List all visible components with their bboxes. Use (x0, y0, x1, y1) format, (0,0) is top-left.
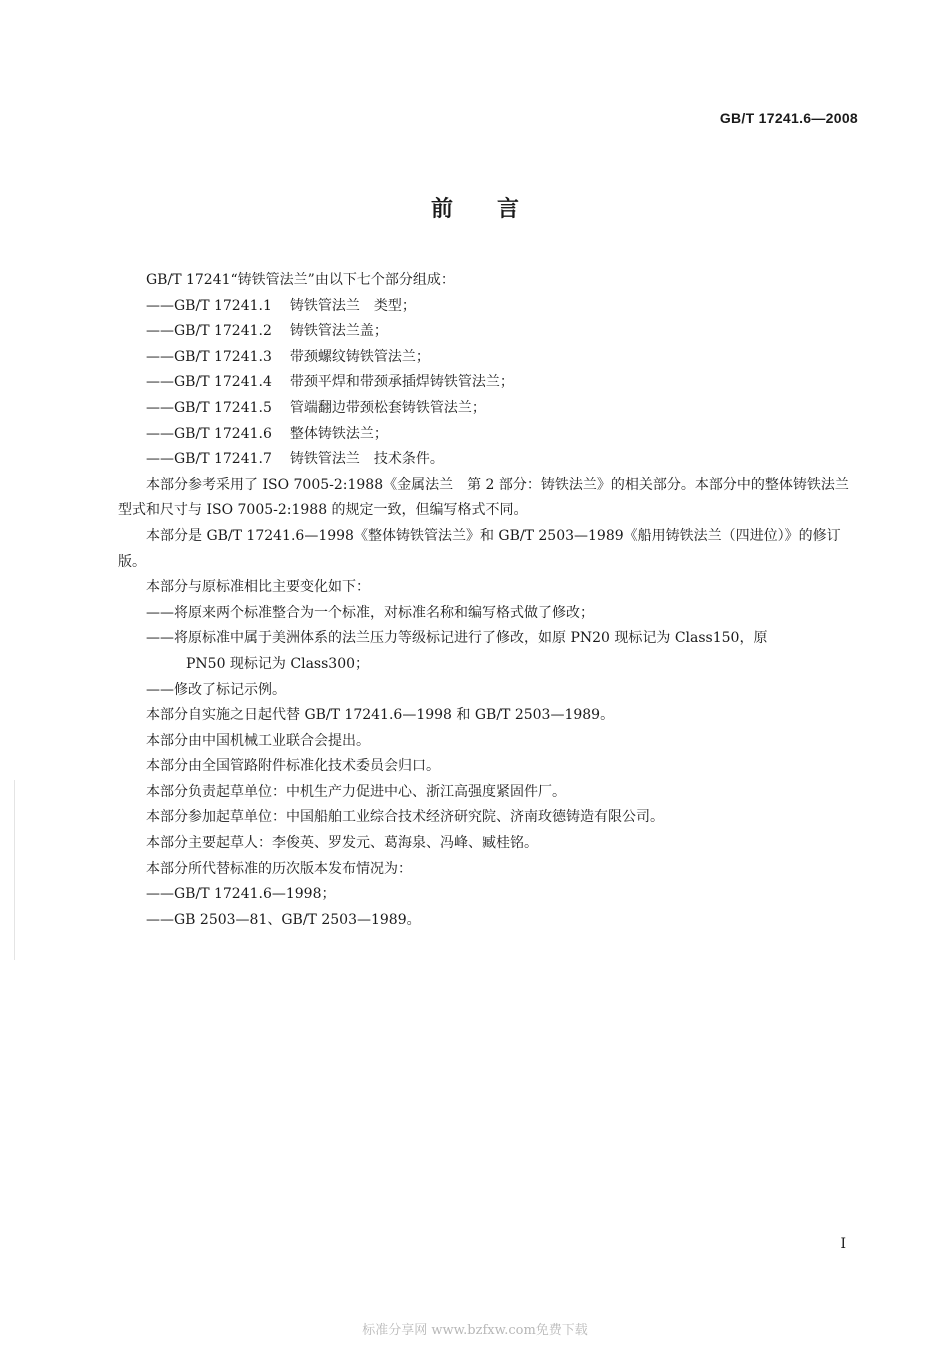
participating-units: 本部分参加起草单位：中国船舶工业综合技术经济研究院、济南玫德铸造有限公司。 (146, 809, 664, 826)
list-item: ——GB/T 17241.5 管端翻边带颈松套铸铁管法兰； (146, 399, 486, 416)
proposed-by: 本部分由中国机械工业联合会提出。 (146, 732, 370, 749)
change-item: ——将原来两个标准整合为一个标准，对标准名称和编写格式做了修改； (146, 604, 594, 621)
change-item-continuation: PN50 现标记为 Class300； (186, 655, 370, 672)
drafters: 本部分主要起草人：李俊英、罗发元、葛海泉、冯峰、臧桂铭。 (146, 835, 538, 852)
page-title: 前言 (430, 197, 563, 222)
foreword-body (118, 268, 858, 933)
drafting-unit: 本部分负责起草单位：中机生产力促进中心、浙江高强度紧固件厂。 (146, 783, 566, 800)
list-item: ——GB/T 17241.6 整体铸铁法兰； (146, 425, 388, 442)
managed-by: 本部分由全国管路附件标准化技术委员会归口。 (146, 758, 440, 775)
watermark-text: 标准分享网 www.bzfxw.com免费下载 (362, 1323, 588, 1338)
revision-paragraph: 本部分是 GB/T 17241.6—1998《整体铸铁管法兰》和 GB/T 2503—1989《船用铸铁法兰（四进位）》的修订版。 (118, 527, 841, 570)
list-item: ——GB/T 17241.3 带颈螺纹铸铁管法兰； (146, 348, 430, 365)
replaces-paragraph: 本部分自实施之日起代替 GB/T 17241.6—1998 和 GB/T 2503—1989。 (146, 707, 615, 724)
list-item: ——GB/T 17241.2 铸铁管法兰盖； (146, 323, 388, 340)
parts-list (118, 294, 858, 473)
history-item: ——GB/T 17241.6—1998； (146, 886, 336, 903)
list-item: ——GB/T 17241.7 铸铁管法兰 技术条件。 (146, 451, 444, 468)
standard-code: GB/T 17241.6—2008 (719, 110, 858, 126)
list-item: ——GB/T 17241.1 铸铁管法兰 类型； (146, 297, 416, 314)
intro-paragraph: GB/T 17241“铸铁管法兰”由以下七个部分组成： (146, 272, 455, 288)
changes-intro: 本部分与原标准相比主要变化如下： (146, 579, 370, 596)
change-item: ——将原标准中属于美洲体系的法兰压力等级标记进行了修改，如原 PN20 现标记为 Class150，原 (146, 630, 768, 647)
page-number: I (840, 1236, 846, 1252)
adoption-paragraph: 本部分参考采用了 ISO 7005-2:1988《金属法兰 第 2 部分：铸铁法兰》的相关部分。本部分中的整体铸铁法兰型式和尺寸与 ISO 7005-2:1988 的规定一致，但编写格式不同。 (118, 476, 849, 519)
history-intro: 本部分所代替标准的历次版本发布情况为： (146, 860, 412, 877)
change-item: ——修改了标记示例。 (146, 681, 286, 698)
history-item: ——GB 2503—81、GB/T 2503—1989。 (146, 911, 421, 928)
scan-edge-line (14, 780, 15, 960)
list-item: ——GB/T 17241.4 带颈平焊和带颈承插焊铸铁管法兰； (146, 374, 514, 391)
